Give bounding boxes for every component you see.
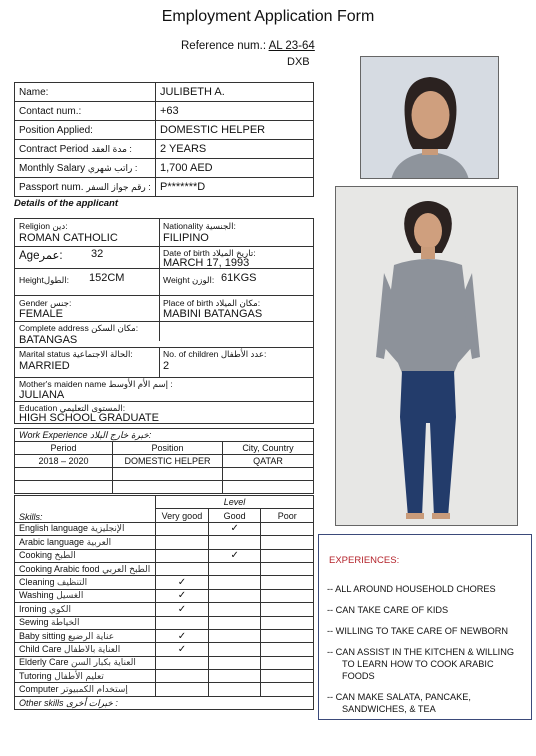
dob-value: MARCH 17, 1993 (163, 257, 250, 269)
skill-name-arabic: الغسيل (56, 590, 84, 601)
summary-row (15, 159, 314, 178)
skill-name-cell (15, 670, 156, 683)
skill-row (15, 629, 314, 642)
summary-row (15, 121, 314, 140)
work-value: QATAR (253, 456, 283, 466)
skill-level-cell (208, 629, 261, 642)
skill-name-cell (15, 522, 156, 535)
skill-level-cell (261, 683, 314, 696)
mother-value: JULIANA (19, 389, 65, 401)
age-label: Ageعمر: (19, 250, 63, 262)
skill-row (15, 603, 314, 616)
summary-value-cell (156, 140, 314, 159)
check-icon: ✓ (177, 630, 187, 642)
skill-row (15, 562, 314, 575)
skill-name-arabic: العناية بالاطفال (64, 643, 121, 654)
skill-name: Tutoring (19, 670, 52, 681)
work-empty-cell (15, 481, 113, 494)
full-body-photo (335, 186, 518, 526)
other-skills-cell (15, 696, 314, 709)
skill-name: Baby sitting (19, 630, 66, 641)
skill-level-cell (261, 549, 314, 562)
summary-row (15, 102, 314, 121)
skill-level-cell (155, 576, 208, 589)
summary-value-cell (156, 159, 314, 178)
check-icon: ✓ (177, 603, 187, 615)
skill-level-cell (261, 616, 314, 629)
summary-label: Contact num.: (19, 105, 82, 117)
skill-level-cell (155, 549, 208, 562)
skill-name-arabic: إستخدام الكمبيوتر (61, 684, 128, 695)
pob-value: MABINI BATANGAS (163, 308, 263, 320)
summary-value: DOMESTIC HELPER (160, 124, 266, 136)
experience-item: -- CAN TAKE CARE OF KIDS (327, 605, 449, 615)
gender-label: Gender جنس: (19, 298, 72, 308)
work-header-row (15, 442, 314, 455)
skills-label: Skills: (19, 511, 43, 522)
summary-label-arabic: مدة العقد : (91, 143, 132, 154)
address-label: Complete address مكان السكن: (19, 323, 139, 333)
skill-name-cell (15, 656, 156, 669)
skill-level-cell (261, 656, 314, 669)
skills-table (14, 495, 314, 710)
skill-level-cell (208, 603, 261, 616)
skill-row (15, 670, 314, 683)
summary-label: Name: (19, 86, 49, 98)
summary-value: P*******D (160, 181, 206, 193)
branch-code: DXB (287, 56, 310, 68)
nationality-value: FILIPINO (163, 232, 209, 244)
work-empty-cell (15, 468, 113, 481)
skill-name-cell (15, 629, 156, 642)
children-label: No. of children عدد الأطفال: (163, 349, 267, 359)
other-skills-row (15, 696, 314, 709)
reference-label: Reference num.: (181, 40, 267, 52)
skill-name: Cooking (19, 550, 53, 561)
religion-label: Religion دين: (19, 221, 68, 231)
summary-value-cell (156, 178, 314, 197)
other-skills-label: Other skills خبرات أخرى : (19, 697, 118, 708)
work-title-row (15, 429, 314, 442)
summary-value-cell (156, 121, 314, 140)
skill-row (15, 643, 314, 656)
skill-row (15, 536, 314, 549)
skill-row (15, 589, 314, 602)
skill-level-cell (261, 522, 314, 535)
work-header: Position (151, 443, 184, 453)
address-value: BATANGAS (19, 334, 78, 346)
skill-level-cell (208, 616, 261, 629)
skill-level-cell (208, 536, 261, 549)
level-name: Poor (277, 510, 297, 521)
skills-level-row (15, 496, 314, 509)
skill-name-arabic: التنظيف (57, 577, 88, 588)
work-empty-cell (223, 468, 314, 481)
skill-level-cell (261, 603, 314, 616)
pob-label: Place of birth مكان الميلاد: (163, 298, 261, 308)
skill-name-arabic: العربية (86, 536, 112, 547)
experiences-list (327, 583, 527, 724)
level-name-cell (155, 509, 208, 522)
skill-name-arabic: الخياطة (51, 617, 80, 628)
weight-label: Weight الوزن: (163, 275, 215, 285)
skill-name-arabic: تعليم الأطفال (54, 670, 104, 681)
skill-name: Computer (19, 684, 59, 695)
work-header-cell (223, 442, 314, 455)
skill-name-arabic: الإنجليزية (90, 523, 125, 534)
summary-label-cell (15, 140, 156, 159)
portrait-figure-icon (361, 57, 499, 179)
summary-row (15, 178, 314, 197)
details-section-title: Details of the applicant (14, 198, 118, 209)
level-header-cell (155, 496, 313, 509)
skill-row (15, 576, 314, 589)
work-title-cell (15, 429, 314, 442)
height-value: 152CM (89, 272, 125, 284)
skill-name-cell (15, 603, 156, 616)
skill-level-cell (261, 670, 314, 683)
skill-name-cell (15, 536, 156, 549)
summary-label-cell (15, 83, 156, 102)
summary-row (15, 83, 314, 102)
skill-name-cell (15, 616, 156, 629)
skill-name-arabic: العناية بكبار السن (71, 657, 136, 668)
skill-level-cell (261, 536, 314, 549)
skill-name: Elderly Care (19, 657, 69, 668)
portrait-photo (360, 56, 499, 179)
work-cell (15, 455, 113, 468)
summary-value-cell (156, 83, 314, 102)
summary-value: 2 YEARS (160, 143, 207, 155)
skill-level-cell (208, 522, 261, 535)
summary-label-cell (15, 102, 156, 121)
work-cell (113, 455, 223, 468)
skill-name: Ironing (19, 603, 47, 614)
marital-label: Marital status الحالة الاجتماعية: (19, 349, 133, 359)
skill-level-cell (208, 562, 261, 575)
skill-name-arabic: الكوي (49, 603, 71, 614)
skill-level-cell (261, 562, 314, 575)
summary-label-cell (15, 178, 156, 197)
experiences-title: EXPERIENCES: (329, 555, 400, 566)
form-title: Employment Application Form (161, 8, 375, 25)
skill-level-cell (261, 576, 314, 589)
skill-name-cell (15, 549, 156, 562)
check-icon: ✓ (230, 523, 239, 535)
religion-value: ROMAN CATHOLIC (19, 232, 118, 244)
work-header: Period (50, 443, 77, 453)
skill-name: Cleaning (19, 577, 55, 588)
skill-name-cell (15, 643, 156, 656)
experience-item: -- WILLING TO TAKE CARE OF NEWBORN (327, 626, 509, 636)
summary-label-arabic: رقم جواز السفر : (86, 181, 151, 192)
skill-level-cell (261, 643, 314, 656)
level-name-cell (208, 509, 261, 522)
skill-level-cell (155, 536, 208, 549)
summary-label-arabic: راتب شهري : (87, 162, 138, 173)
summary-label: Position Applied: (19, 124, 93, 136)
summary-value: 1,700 AED (160, 162, 213, 174)
skill-name: Arabic language (19, 536, 85, 547)
work-header: City, Country (242, 443, 294, 453)
skill-level-cell (208, 589, 261, 602)
skill-name: English language (19, 523, 89, 534)
level-name-cell (261, 509, 314, 522)
check-icon: ✓ (177, 590, 187, 602)
education-label: Education المستوى التعليمي: (19, 403, 126, 413)
level-name: Good (223, 510, 246, 521)
skill-level-cell (208, 549, 261, 562)
height-label: Heightالطول: (19, 275, 69, 285)
skill-level-cell (155, 683, 208, 696)
dob-label: Date of birth تاريخ الميلاد: (163, 248, 256, 258)
skill-level-cell (208, 683, 261, 696)
work-empty-cell (113, 468, 223, 481)
level-name: Very good (161, 510, 203, 521)
skill-name-cell (15, 589, 156, 602)
skill-name: Cooking Arabic food (19, 563, 100, 574)
work-cell (223, 455, 314, 468)
work-empty-row (15, 481, 314, 494)
children-value: 2 (163, 360, 170, 372)
experience-item: -- CAN MAKE SALATA, PANCAKE, SANDWICHES, & TEA (327, 692, 471, 714)
experiences-box (318, 534, 532, 720)
experience-item: -- ALL AROUND HOUSEHOLD CHORES (327, 584, 496, 594)
skill-level-cell (208, 656, 261, 669)
mother-label: Mother's maiden name إسم الأم الأوسط : (19, 379, 173, 389)
work-value: DOMESTIC HELPER (124, 456, 211, 466)
skill-name-cell (15, 562, 156, 575)
education-value: HIGH SCHOOL GRADUATE (19, 412, 159, 424)
skill-level-cell (155, 589, 208, 602)
skill-name-arabic: الطبخ (54, 550, 76, 561)
summary-label-cell (15, 121, 156, 140)
reference-line (181, 40, 315, 52)
nationality-label: Nationality الجنسية: (163, 221, 236, 231)
full-body-figure-icon (336, 187, 518, 526)
summary-label: Monthly Salary (19, 162, 86, 174)
applicant-summary-table (14, 82, 314, 197)
skill-level-cell (155, 656, 208, 669)
skill-level-cell (155, 670, 208, 683)
skill-level-cell (261, 589, 314, 602)
age-value: 32 (91, 248, 104, 260)
summary-value-cell (156, 102, 314, 121)
summary-value: +63 (160, 105, 179, 117)
skill-level-cell (155, 603, 208, 616)
skill-name: Washing (19, 590, 54, 601)
skill-row (15, 616, 314, 629)
work-empty-cell (223, 481, 314, 494)
skills-label-cell (15, 496, 156, 523)
gender-value: FEMALE (19, 308, 64, 320)
skill-level-cell (155, 616, 208, 629)
skill-name-cell (15, 683, 156, 696)
work-empty-cell (113, 481, 223, 494)
skill-name-arabic: عناية الرضيع (68, 630, 115, 641)
skill-row (15, 522, 314, 535)
work-header-cell (113, 442, 223, 455)
skill-level-cell (155, 629, 208, 642)
summary-label: Passport num. (19, 181, 84, 193)
reference-value: AL 23-64 (268, 40, 315, 52)
work-title: Work Experience خبرة خارج البلاد: (19, 429, 152, 440)
work-value: 2018 – 2020 (38, 456, 89, 466)
applicant-details-grid (14, 218, 314, 424)
summary-label-cell (15, 159, 156, 178)
skill-level-cell (261, 629, 314, 642)
weight-value: 61KGS (221, 272, 257, 284)
skill-level-cell (208, 576, 261, 589)
skill-level-cell (208, 670, 261, 683)
experience-item: -- CAN ASSIST IN THE KITCHEN & WILLING TO LEARN HOW TO COOK ARABIC FOODS (327, 647, 515, 681)
work-experience-table (14, 428, 314, 494)
check-icon: ✓ (177, 643, 187, 655)
skill-row (15, 656, 314, 669)
summary-value: JULIBETH A. (160, 86, 225, 98)
check-icon: ✓ (230, 550, 239, 562)
summary-row (15, 140, 314, 159)
skill-name: Child Care (19, 643, 62, 654)
level-header: Level (223, 497, 246, 508)
skill-name-arabic: الطبخ العربي (102, 563, 151, 574)
skill-row (15, 683, 314, 696)
skill-name: Sewing (19, 617, 49, 628)
skill-row (15, 549, 314, 562)
work-row (15, 455, 314, 468)
skill-level-cell (208, 643, 261, 656)
marital-value: MARRIED (19, 360, 70, 372)
work-header-cell (15, 442, 113, 455)
skill-level-cell (155, 643, 208, 656)
summary-label: Contract Period (19, 143, 89, 155)
check-icon: ✓ (177, 577, 187, 589)
work-empty-row (15, 468, 314, 481)
skill-name-cell (15, 576, 156, 589)
skill-level-cell (155, 522, 208, 535)
skill-level-cell (155, 562, 208, 575)
